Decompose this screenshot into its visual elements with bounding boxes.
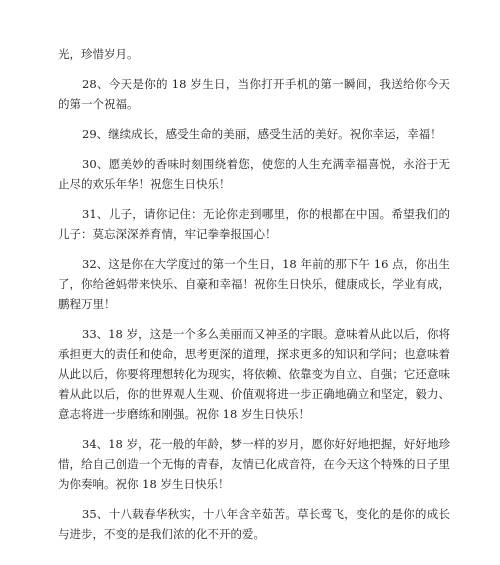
paragraph-31: 31、儿子，请你记住：无论你走到哪里，你的根都在中国。希望我们的儿子：莫忘深深养育情，牢记拳拳报国心！ — [58, 207, 450, 241]
paragraph-34: 34、18 岁，花一般的年龄，梦一样的岁月，愿你好好地把握，好好地珍惜，给自己创造一个无悔的青春，友情已化成音符，在今天这个特殊的日子里为你奏响。祝你 18 岁生日快乐！ — [58, 437, 450, 491]
paragraph-29: 29、继续成长，感受生命的美丽，感受生活的美好。祝你幸运，幸福！ — [82, 127, 442, 141]
paragraph-33: 33、18 岁，这是一个多么美丽而又神圣的字眼。意味着从此以后，你将承担更大的责任和使命，思考更深的道理，探求更多的知识和学问；也意味着从此以后，你要将理想转化为现实，将依赖、依靠变为自立、自强；它还意味着从此以后，你的世界观人生观、价值观将进一步正确地确立和坚定，毅力、意志将进一步磨练和刚强。祝你 18 岁生日快乐！ — [58, 327, 450, 421]
paragraph-35: 35、十八载春华秋实，十八年含辛茹苦。草长莺飞，变化的是你的成长与进步，不变的是我们浓的化不开的爱。 — [58, 507, 450, 541]
paragraph-32: 32、这是你在大学度过的第一个生日，18 年前的那下午 16 点，你出生了，你给爸妈带来快乐、自豪和幸福！祝你生日快乐，健康成长，学业有成，鹏程万里！ — [58, 257, 450, 311]
paragraph-30: 30、愿美妙的香味时刻围绕着您，使您的人生充满幸福喜悦，永浴于无止尽的欢乐年华！祝您生日快乐！ — [58, 157, 450, 191]
paragraph-28: 28、今天是你的 18 岁生日，当你打开手机的第一瞬间，我送给你今天的第一个祝福。 — [58, 77, 450, 111]
paragraph-continuation: 光，珍惜岁月。 — [58, 47, 139, 61]
document-body — [58, 44, 450, 554]
